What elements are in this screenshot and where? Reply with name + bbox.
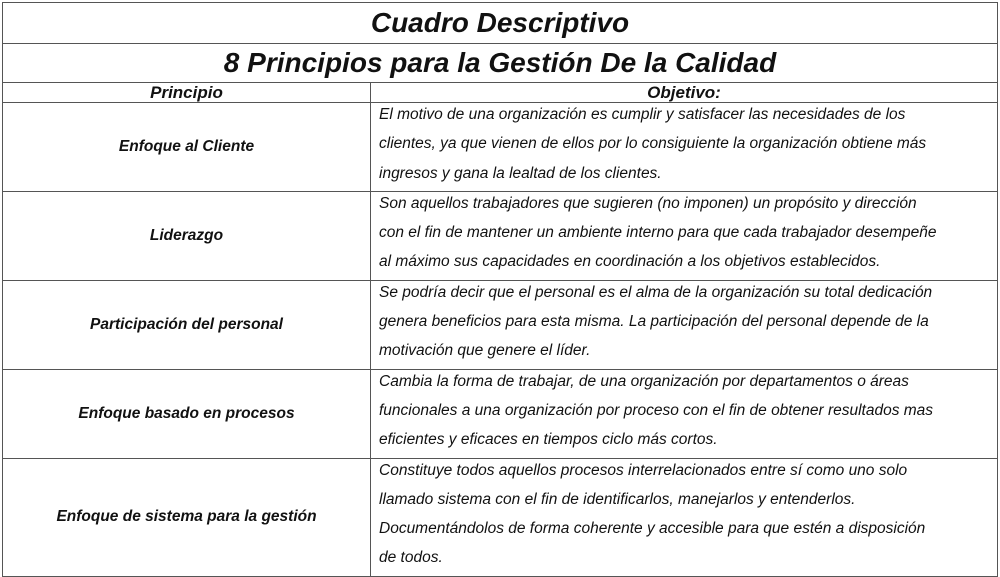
table-title: Cuadro Descriptivo <box>3 3 998 44</box>
principle-cell: Participación del personal <box>3 280 371 369</box>
objective-line: clientes, ya que vienen de ellos por lo consiguiente la organización obtiene más <box>379 135 927 153</box>
table-row <box>3 191 998 280</box>
objective-line: de todos. <box>379 549 443 567</box>
objective-line: funcionales a una organización por proceso con el fin de obtener resultados mas <box>379 401 934 419</box>
principles-table <box>2 2 998 577</box>
objective-cell <box>371 280 998 369</box>
table-row <box>3 103 998 192</box>
objective-cell <box>371 458 998 576</box>
objective-line: Documentándolos de forma coherente y accesible para que estén a disposición <box>379 520 926 538</box>
header-principle: Principio <box>3 83 371 103</box>
table-row <box>3 369 998 458</box>
objective-cell <box>371 191 998 280</box>
objective-line: ingresos y gana la lealtad de los clientes. <box>379 164 662 182</box>
principle-cell: Enfoque basado en procesos <box>3 369 371 458</box>
objective-line: Se podría decir que el personal es el alma de la organización su total dedicación <box>379 283 933 301</box>
objective-line: motivación que genere el líder. <box>379 342 591 360</box>
table-subtitle: 8 Principios para la Gestión De la Calidad <box>3 44 998 83</box>
objective-cell <box>371 103 998 192</box>
objective-line: llamado sistema con el fin de identificarlos, manejarlos y entenderlos. <box>379 490 856 508</box>
principle-cell: Enfoque de sistema para la gestión <box>3 458 371 576</box>
objective-cell <box>371 369 998 458</box>
header-objective: Objetivo: <box>371 83 998 103</box>
objective-line: El motivo de una organización es cumplir y satisfacer las necesidades de los <box>379 106 906 123</box>
objective-line: Constituye todos aquellos procesos interrelacionados entre sí como uno solo <box>379 461 908 479</box>
table-row <box>3 458 998 576</box>
objective-line: al máximo sus capacidades en coordinación a los objetivos establecidos. <box>379 253 881 271</box>
objective-line: eficientes y eficaces en tiempos ciclo más cortos. <box>379 431 718 449</box>
objective-line: Son aquellos trabajadores que sugieren (no imponen) un propósito y dirección <box>379 194 917 212</box>
objective-line: genera beneficios para esta misma. La participación del personal depende de la <box>379 313 929 331</box>
principle-cell: Enfoque al Cliente <box>3 103 371 192</box>
objective-line: con el fin de mantener un ambiente interno para que cada trabajador desempeñe <box>379 224 937 242</box>
objective-line: Cambia la forma de trabajar, de una organización por departamentos o áreas <box>379 372 909 390</box>
principle-cell: Liderazgo <box>3 191 371 280</box>
table-row <box>3 280 998 369</box>
